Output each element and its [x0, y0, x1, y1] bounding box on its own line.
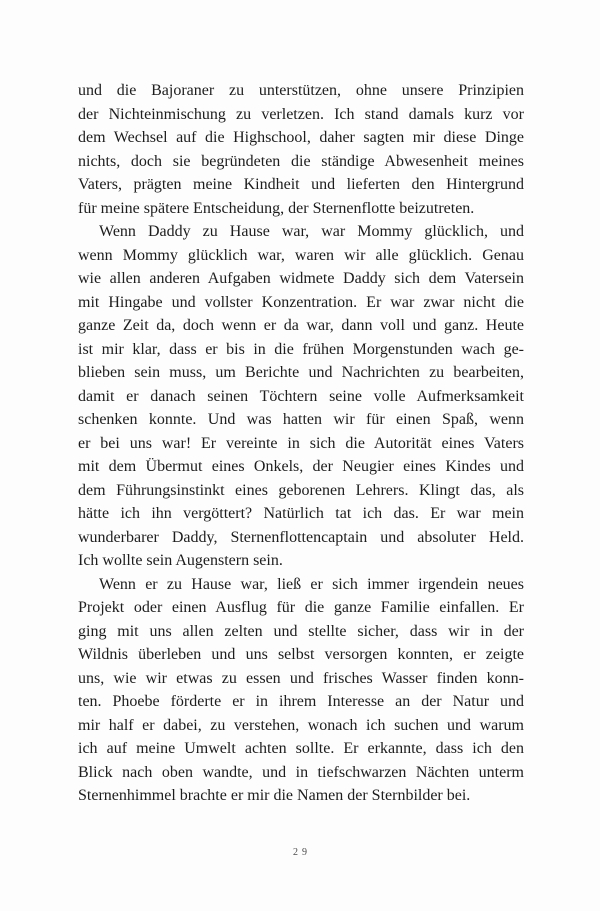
text-line: ist mir klar, dass er bis in die frühen Morgenstunden wach ge- — [78, 340, 524, 358]
text-line: Wenn Daddy zu Hause war, war Mommy glücklich, und — [99, 223, 524, 240]
text-line: blieben sein muss, um Berichte und Nachrichten zu bearbeiten, — [78, 364, 524, 381]
text-line: mir half er dabei, zu verstehen, wonach ich suchen und warum — [78, 716, 524, 734]
page-text — [78, 79, 524, 808]
text-line: ging mit uns allen zelten und stellte sicher, dass wir in der — [78, 622, 524, 640]
text-line: Sternenhimmel brachte er mir die Namen der Sternbilder bei. — [78, 787, 471, 804]
text-line: und die Bajoraner zu unterstützen, ohne unsere Prinzipien — [78, 82, 524, 99]
text-line: mit dem Übermut eines Onkels, der Neugier eines Kindes und — [78, 458, 524, 475]
text-line: ich auf meine Umwelt achten sollte. Er erkannte, dass ich den — [78, 740, 524, 757]
text-line: dem Führungsinstinkt eines geborenen Lehrers. Klingt das, als — [78, 481, 524, 499]
text-line: Blick nach oben wandte, und in tiefschwarzen Nächten unterm — [78, 763, 524, 781]
text-line: für meine spätere Entscheidung, der Sternenflotte beizutreten. — [78, 199, 475, 217]
text-line: Projekt oder einen Ausflug für die ganze Familie einfallen. Er — [78, 599, 524, 616]
text-line: Wenn er zu Hause war, ließ er sich immer irgendein neues — [99, 575, 524, 593]
text-line: der Nichteinmischung zu verletzen. Ich stand damals kurz vor — [78, 105, 524, 123]
text-line: hätte ich ihn vergöttert? Natürlich tat ich das. Er war mein — [78, 505, 524, 522]
text-line: Ich wollte sein Augenstern sein. — [78, 552, 283, 569]
text-line: uns, wie wir etwas zu essen und frisches Wasser finden konn- — [78, 669, 524, 687]
text-line: schenken konnte. Und was hatten wir für einen Spaß, wenn — [78, 411, 524, 428]
text-line: er bei uns war! Er vereinte in sich die Autorität eines Vaters — [78, 434, 524, 452]
text-line: nichts, doch sie begründeten die ständige Abwesenheit meines — [78, 152, 524, 170]
text-line: mit Hingabe und vollster Konzentration. Er war zwar nicht die — [78, 293, 524, 311]
text-line: wie allen anderen Aufgaben widmete Daddy sich dem Vatersein — [78, 270, 524, 287]
text-line: damit er danach seinen Töchtern seine volle Aufmerksamkeit — [78, 387, 524, 405]
text-line: Vaters, prägten meine Kindheit und lieferten den Hintergrund — [78, 176, 524, 193]
text-line: ganze Zeit da, doch wenn er da war, dann voll und ganz. Heute — [78, 317, 524, 334]
page-number: 29 — [293, 847, 311, 858]
text-line: wenn Mommy glücklich war, waren wir alle glücklich. Genau — [78, 246, 524, 264]
text-line: ten. Phoebe förderte er in ihrem Interesse an der Natur und — [78, 693, 524, 710]
text-line: Wildnis überleben und uns selbst versorgen konnten, er zeigte — [78, 646, 524, 663]
text-line: wunderbarer Daddy, Sternenflottencaptain und absoluter Held. — [78, 528, 524, 546]
text-line: dem Wechsel auf die Highschool, daher sagten mir diese Dinge — [78, 129, 524, 146]
